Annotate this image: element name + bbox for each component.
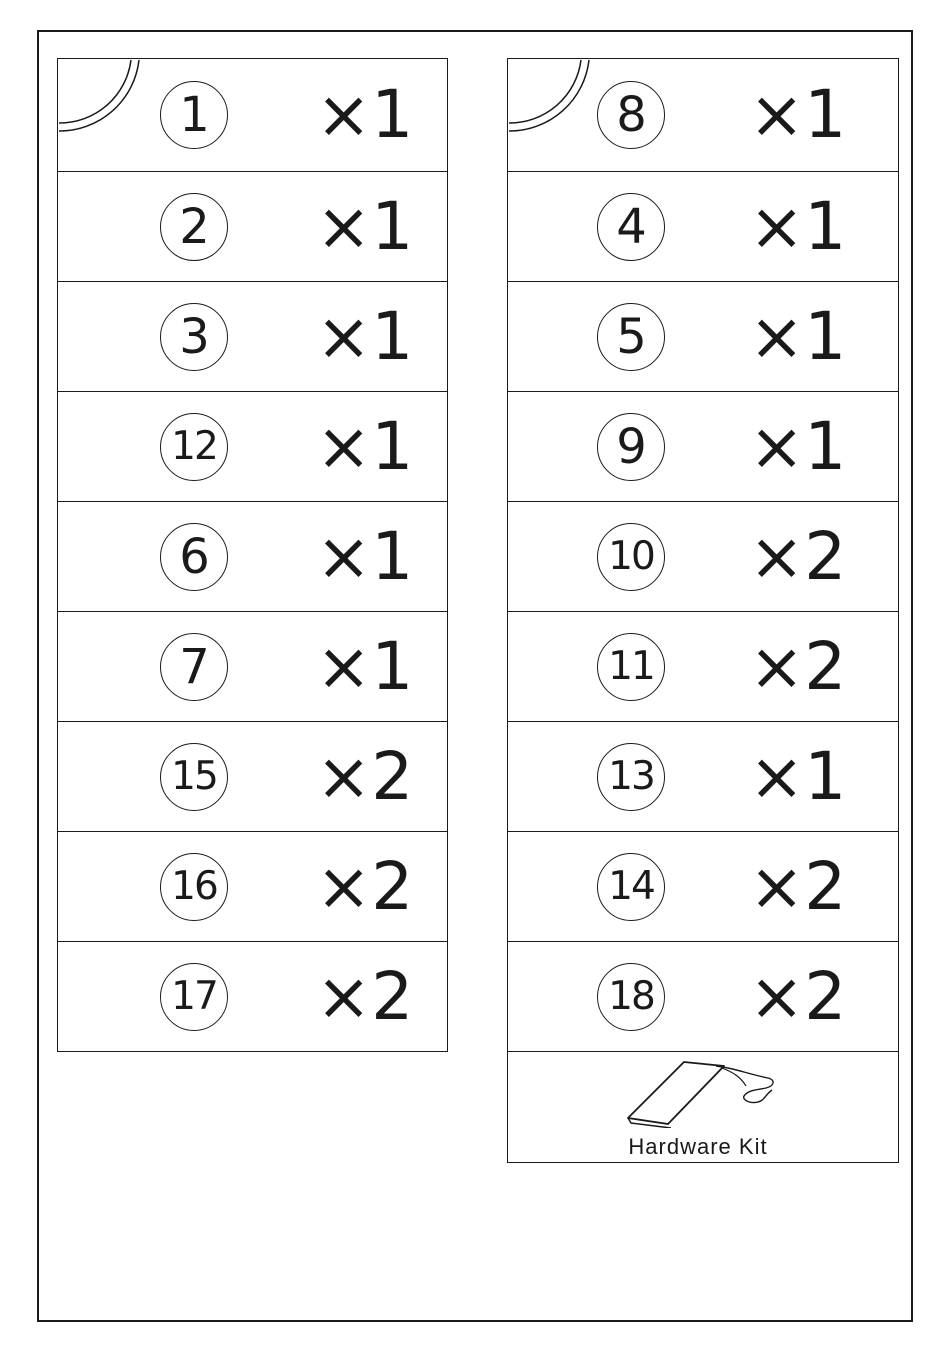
part-row [507, 612, 899, 722]
part-number-badge: 13 [597, 743, 665, 811]
part-number-badge: 1 [160, 81, 228, 149]
corner-arc-icon [508, 59, 592, 133]
part-number-badge: 16 [160, 853, 228, 921]
part-number-badge: 10 [597, 523, 665, 591]
part-quantity: ×2 [749, 517, 847, 595]
part-quantity: ×2 [749, 627, 847, 705]
hardware-bag-icon [616, 1056, 780, 1128]
part-quantity: ×1 [749, 76, 847, 153]
part-quantity: ×1 [749, 187, 847, 265]
part-row [57, 58, 448, 172]
hardware-kit-row [507, 1051, 899, 1163]
part-quantity: ×1 [316, 76, 414, 153]
part-row [57, 392, 448, 502]
part-number-badge: 8 [597, 81, 665, 149]
part-quantity: ×1 [749, 737, 847, 815]
part-number-badge: 3 [160, 303, 228, 371]
part-row [57, 832, 448, 942]
part-number-badge: 4 [597, 193, 665, 261]
part-row [507, 832, 899, 942]
part-number-badge: 14 [597, 853, 665, 921]
part-quantity: ×1 [316, 407, 414, 485]
part-quantity: ×1 [749, 407, 847, 485]
part-number-badge: 2 [160, 193, 228, 261]
part-number-badge: 7 [160, 633, 228, 701]
part-row [507, 172, 899, 282]
part-quantity: ×1 [316, 517, 414, 595]
part-number-badge: 17 [160, 963, 228, 1031]
part-row [57, 612, 448, 722]
part-quantity: ×2 [316, 737, 414, 815]
part-number-badge: 18 [597, 963, 665, 1031]
part-quantity: ×1 [749, 297, 847, 375]
part-quantity: ×2 [316, 847, 414, 925]
hardware-kit-label: Hardware Kit [628, 1134, 768, 1159]
part-row [507, 942, 899, 1052]
part-row [57, 172, 448, 282]
part-number-badge: 15 [160, 743, 228, 811]
part-row [507, 58, 899, 172]
part-quantity: ×1 [316, 627, 414, 705]
part-quantity: ×1 [316, 297, 414, 375]
part-quantity: ×2 [749, 847, 847, 925]
part-row [507, 502, 899, 612]
part-number-badge: 9 [597, 413, 665, 481]
part-row [57, 942, 448, 1052]
corner-arc-icon [58, 59, 142, 133]
part-number-badge: 12 [160, 413, 228, 481]
part-row [57, 502, 448, 612]
part-number-badge: 6 [160, 523, 228, 591]
part-row [507, 722, 899, 832]
part-quantity: ×2 [316, 957, 414, 1035]
part-row [507, 282, 899, 392]
part-quantity: ×2 [749, 957, 847, 1035]
part-row [57, 722, 448, 832]
part-row [57, 282, 448, 392]
part-row [507, 392, 899, 502]
part-number-badge: 5 [597, 303, 665, 371]
part-number-badge: 11 [597, 633, 665, 701]
part-quantity: ×1 [316, 187, 414, 265]
parts-list-right [507, 58, 899, 1163]
parts-list-left [57, 58, 448, 1052]
